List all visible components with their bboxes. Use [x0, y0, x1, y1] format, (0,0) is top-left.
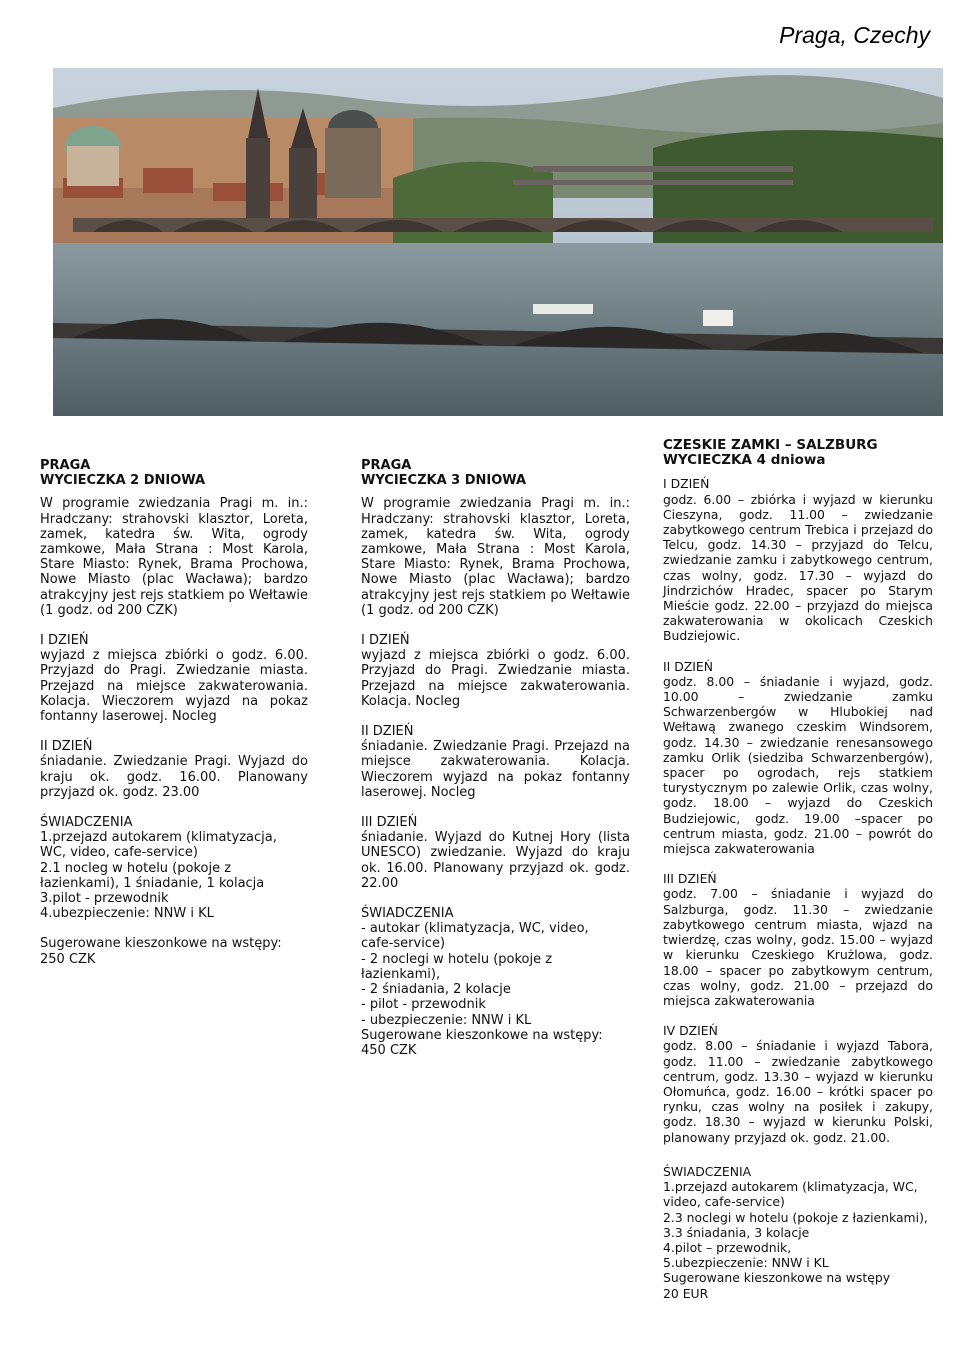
- list-item: 1.przejazd autokarem (klimatyzacja, WC,: [663, 1179, 918, 1195]
- list-item: - 2 śniadania, 2 kolacje: [361, 982, 511, 998]
- list-item: - 2 noclegi w hotelu (pokoje z: [361, 951, 553, 967]
- list-item: 2.3 noclegi w hotelu (pokoje z łazienkami),: [663, 1209, 928, 1225]
- list-item: 3.3 śniadania, 3 kolacje: [663, 1224, 810, 1240]
- tour-3-subtitle: WYCIECZKA 3 DNIOWA: [361, 473, 527, 489]
- tour-4-day2-heading: II DZIEŃ: [663, 658, 714, 674]
- tour-4-fee-label: Sugerowane kieszonkowe na wstępy: [663, 1270, 891, 1286]
- tour-3-day1-heading: I DZIEŃ: [361, 633, 410, 649]
- list-item: 1.przejazd autokarem (klimatyzacja,: [40, 830, 277, 846]
- tour-4-day1-text: godz. 6.00 – zbiórka i wyjazd w kierunku Cieszyna, godz. 11.00 – zwiedzanie zabytkowego centrum Trebica i przejazd do Telcu, godz. 14.30 – przyjazd do Telcu, zwiedzanie zamku i zabytkowego centrum, czas wolny, godz. 17.30 – wyjazd do Jindrzichów Hradec, spacer po Starym Mieście godz. 22.00 – przyjazd do miejsca zakwaterowania w okolicach Czeskich Budziejowic.: [663, 491, 933, 644]
- list-item: 4.pilot – przewodnik,: [663, 1240, 792, 1256]
- tour-castles-column: [663, 438, 933, 1145]
- tour-3-fee-label: Sugerowane kieszonkowe na wstępy:: [361, 1027, 603, 1043]
- tour-2-intro: W programie zwiedzania Pragi m. in.: Hradczany: strahovski klasztor, Loreta, zamek, katedra św. Wita, ogrody zamkowe, Mała Strana : Most Karola, Stare Miasto: Rynek, Brama Prochowa, Nowe Miasto (plac Wacława); bardzo atrakcyjny jest rejs statkiem po Wełtawie (1 godz. od 200 CZK): [40, 496, 308, 618]
- tour-3-day2-heading: II DZIEŃ: [361, 724, 414, 740]
- list-item: cafe-service): [361, 936, 446, 952]
- list-item: video, cafe-service): [663, 1194, 785, 1210]
- tour-2-day2-heading: II DZIEŃ: [40, 739, 93, 755]
- tour-3-title: PRAGA: [361, 458, 412, 473]
- list-item: 3.pilot - przewodnik: [40, 891, 169, 907]
- tour-4-day4-text: godz. 8.00 – śniadanie i wyjazd Tabora, godz. 11.00 – zwiedzanie zabytkowego centrum, godz. 13.30 – wyjazd w kierunku Ołomuńca, godz. 16.00 – krótki spacer po rynku, czas wolny na posiłek i zakupy, godz. 18.30 – wyjazd w kierunku Polski, planowany przyjazd ok. godz. 21.00.: [663, 1038, 933, 1145]
- prague-bridges-photo: [53, 68, 943, 416]
- list-item: 5.ubezpieczenie: NNW i KL: [663, 1255, 829, 1271]
- list-item: łazienkami),: [361, 966, 441, 982]
- list-item: - ubezpieczenie: NNW i KL: [361, 1012, 532, 1028]
- tour-3-day3-text: śniadanie. Wyjazd do Kutnej Hory (lista UNESCO) zwiedzanie. Wyjazd do kraju ok. 16.00. Planowany przyjazd ok. godz. 22.00: [361, 830, 630, 891]
- tour-3-fee-value: 450 CZK: [361, 1042, 417, 1058]
- tour-4-fee-value: 20 EUR: [663, 1285, 709, 1301]
- tour-4-day4-heading: IV DZIEŃ: [663, 1023, 718, 1039]
- tour-3-intro: W programie zwiedzania Pragi m. in.: Hradczany: strahovski klasztor, Loreta, zamek, katedra św. Wita, ogrody zamkowe, Mała Strana : Most Karola, Stare Miasto: Rynek, Brama Prochowa, Nowe Miasto (plac Wacława); bardzo atrakcyjny jest rejs statkiem po Wełtawie (1 godz. od 200 CZK): [361, 496, 630, 618]
- tour-3-day3-heading: III DZIEŃ: [361, 815, 418, 831]
- page-title: Praga, Czechy: [779, 22, 930, 48]
- tour-4-day1-heading: I DZIEŃ: [663, 476, 710, 492]
- tour-2-subtitle: WYCIECZKA 2 DNIOWA: [40, 473, 206, 489]
- list-item: WC, video, cafe-service): [40, 845, 198, 861]
- tour-2-day1-text: wyjazd z miejsca zbiórki o godz. 6.00. Przyjazd do Pragi. Zwiedzanie miasta. Przejazd na miejsce zakwaterowania. Kolacja. Wieczorem wyjazd na pokaz fontanny laserowej. Nocleg: [40, 648, 308, 725]
- tour-2-day2-text: śniadanie. Zwiedzanie Pragi. Wyjazd do kraju ok. godz. 16.00. Planowany przyjazd ok. godz. 23.00: [40, 754, 308, 800]
- tour-3-benefits-heading: ŚWIADCZENIA: [361, 906, 454, 922]
- tour-3-days-column: [361, 458, 630, 1058]
- tour-4-benefits-heading: ŚWIADCZENIA: [663, 1164, 752, 1179]
- list-item: 4.ubezpieczenie: NNW i KL: [40, 906, 214, 922]
- tour-3-day1-text: wyjazd z miejsca zbiórki o godz. 6.00. Przyjazd do Pragi. Zwiedzanie miasta. Przejazd na miejsce zakwaterowania. Kolacja. Nocleg: [361, 648, 630, 709]
- list-item: - pilot - przewodnik: [361, 997, 486, 1013]
- list-item: - autokar (klimatyzacja, WC, video,: [361, 921, 589, 937]
- tour-4-subtitle: WYCIECZKA 4 dniowa: [663, 452, 826, 469]
- tour-4-day2-text: godz. 8.00 – śniadanie i wyjazd, godz. 10.00 – zwiedzanie zamku Schwarzenbergów w Hlubokiej nad Wełtawą zwanego czeskim Windsorem, godz. 14.30 – zwiedzanie renesansowego zamku Orlik (siedziba Schwarzenbergów), spacer po ogrodach, rejs statkiem turystycznym po zalewie Orlik, czas wolny, godz. 18.00 – wyjazd do Czeskich Budziejowic, godz. 19.00 –spacer po centrum miasta, godz. 21.00 – powrót do miejsca zakwaterowania: [663, 673, 933, 857]
- list-item: łazienkami), 1 śniadanie, 1 kolacja: [40, 875, 265, 891]
- tour-4-day3-text: godz. 7.00 – śniadanie i wyjazd do Salzburga, godz. 11.30 – zwiedzanie zabytkowego centrum miasta, wjazd na twierdzę, czas wolny, godz. 15.00 – wyjazd w kierunku Czeskiego Krużlowa, godz. 18.00 – spacer po zabytkowym centrum, czas wolny, godz. 21.00 – przejazd do miejsca zakwaterowania: [663, 886, 933, 1008]
- tour-2-benefits-heading: ŚWIADCZENIA: [40, 815, 133, 831]
- tour-4-day3-heading: III DZIEŃ: [663, 871, 717, 887]
- tour-2-fee-label: Sugerowane kieszonkowe na wstępy:: [40, 936, 282, 952]
- tour-3-day2-text: śniadanie. Zwiedzanie Pragi. Przejazd na miejsce zakwaterowania. Kolacja. Wieczorem wyjazd na pokaz fontanny laserowej. Nocleg: [361, 739, 630, 800]
- tour-4-title: CZESKIE ZAMKI – SALZBURG: [663, 437, 878, 453]
- tour-2-title: PRAGA: [40, 458, 91, 473]
- tour-2-fee-value: 250 CZK: [40, 951, 96, 967]
- tour-2-days-column: [40, 458, 308, 967]
- tour-castles-benefits: [663, 1164, 938, 1301]
- list-item: 2.1 nocleg w hotelu (pokoje z: [40, 860, 232, 876]
- tour-2-day1-heading: I DZIEŃ: [40, 633, 89, 649]
